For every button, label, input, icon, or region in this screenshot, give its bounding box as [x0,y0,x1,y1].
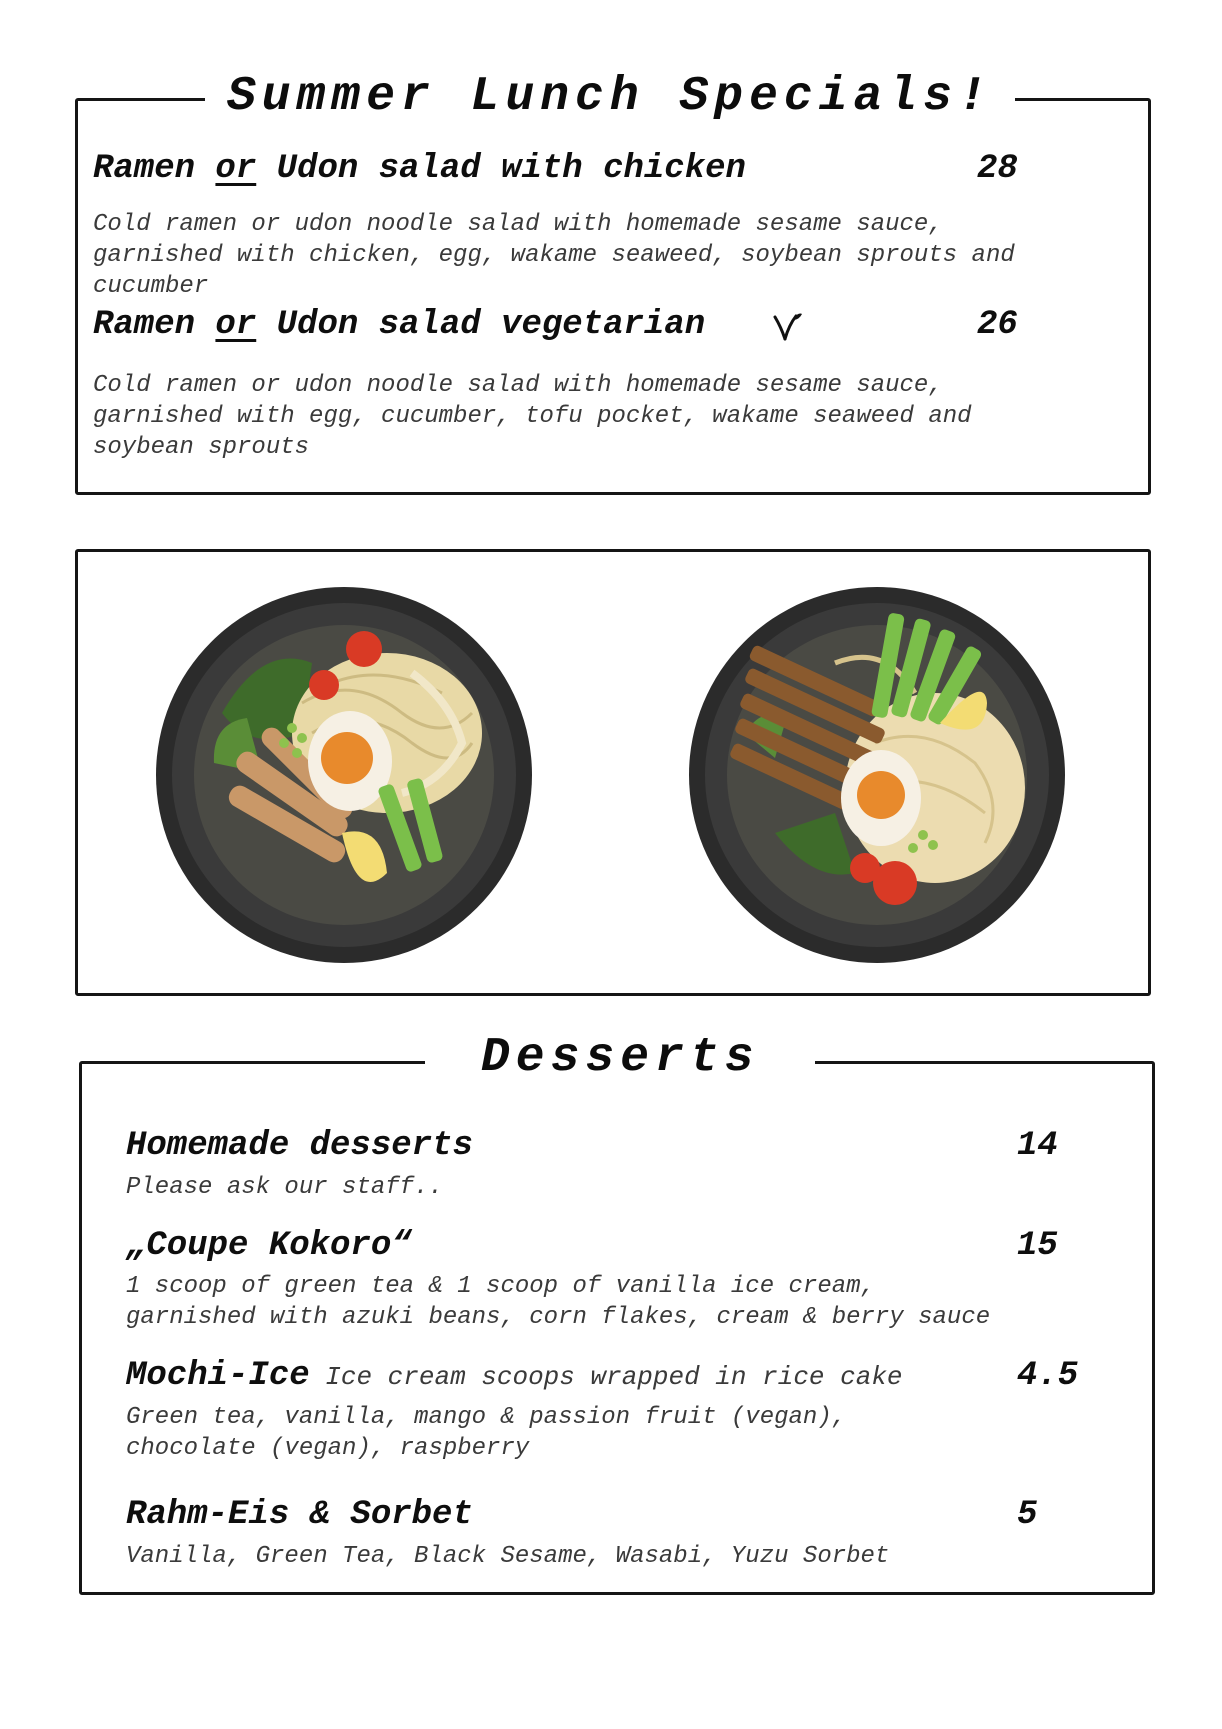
chicken-noodle-salad-bowl-icon [152,583,537,968]
title-or: or [215,306,257,344]
desserts-heading: Desserts [425,1023,815,1093]
menu-item-price: 4.5 [1017,1357,1079,1395]
menu-item-title: „Coupe Kokoro“ [126,1227,412,1265]
menu-item-description: Vanilla, Green Tea, Black Sesame, Wasabi, Yuzu Sorbet [126,1543,890,1570]
menu-item-price: 15 [1017,1227,1058,1265]
menu-item-description: Cold ramen or udon noodle salad with homemade sesame sauce, garnished with egg, cucumber, tofu pocket, wakame seaweed and soybean sprouts [93,372,972,461]
menu-item-description: 1 scoop of green tea & 1 scoop of vanilla ice cream, garnished with azuki beans, corn flakes, cream & berry sauce [126,1273,991,1331]
title-part: Ramen [93,150,216,188]
title-part: Ramen [93,306,216,344]
menu-item-title: Rahm-Eis & Sorbet [126,1496,473,1534]
title-or: or [215,150,257,188]
menu-item-title [93,306,705,344]
lunch-specials-heading: Summer Lunch Specials! [205,62,1015,132]
menu-item-price: 26 [977,306,1018,344]
vegetarian-noodle-salad-bowl-icon [685,583,1070,968]
menu-item-price: 14 [1017,1127,1058,1165]
menu-item-title [93,150,746,188]
title-part: Udon salad with chicken [256,150,746,188]
sprout-icon [769,309,805,345]
menu-item-price: 28 [977,150,1018,188]
menu-item-description: Please ask our staff.. [126,1174,443,1201]
menu-item-price: 5 [1017,1496,1038,1534]
title-part: Udon salad vegetarian [256,306,706,344]
menu-item-subtitle: Ice cream scoops wrapped in rice cake [309,1362,903,1392]
menu-item-title: Homemade desserts [126,1127,473,1165]
menu-item-description: Cold ramen or udon noodle salad with homemade sesame sauce, garnished with chicken, egg, wakame seaweed, soybean sprouts and cucumber [93,211,1015,300]
title-part: Mochi-Ice [126,1357,310,1395]
menu-item-description: Green tea, vanilla, mango & passion fruit (vegan), chocolate (vegan), raspberry [126,1404,847,1462]
menu-item-title [126,1357,903,1395]
